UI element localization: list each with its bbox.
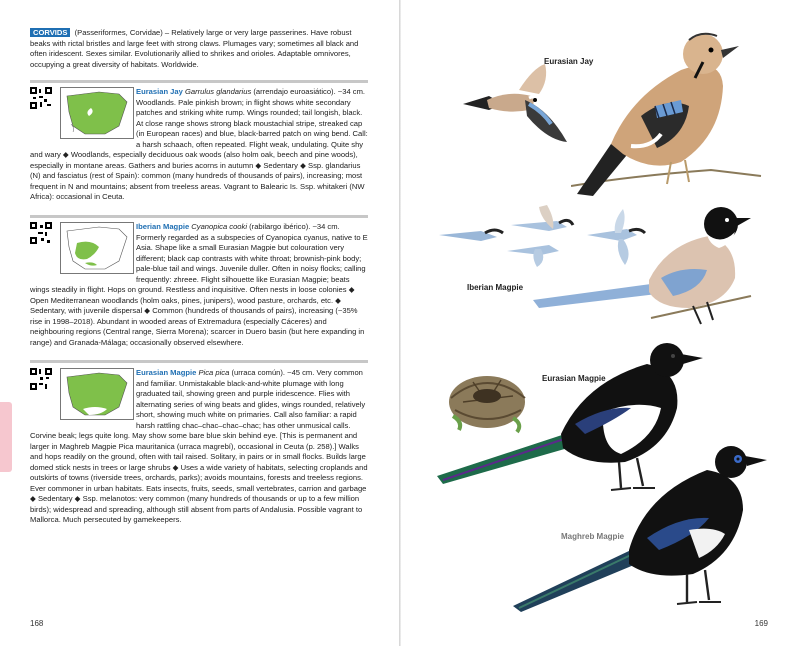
species-entry-eurasian-magpie (30, 368, 368, 526)
scientific-name: Cyanopica cooki (191, 222, 248, 231)
species-entry-iberian-magpie (30, 222, 368, 348)
species-entry-jay (30, 87, 368, 203)
species-body: (urraca común). ~45 cm. Very common and familiar. Unmistakable black-and-white plumage with long graduated tail, showing green and purple iridescence. Flies with alternating series of wing beats and glides, wings rounded, relatively short, showing much white on primaries. Call also familiar: a rapid harsh rattling chac–chac–chac–chac; has other unmusical calls. Corvine beak; legs quite long. May show some bare blue skin behind eye. [This is permanent and larger in Maghreb Magpie Pica mauritanica (urraca magrebí), occasional in Ceuta (p. 258).] Walks and hops readily on the ground, often with tail raised. Solitary, in pairs or in small flocks. Builds large domed stick nests in trees or large shrubs ◆ Uses a wide variety of habitats, selecting croplands and outskirts of towns (riverside trees, orchards, parks); avoids mountains, forests and treeless regions. Ever commoner in urban habitats. Eats insects, fruits, seeds, small vertebrates, carrion and garbage ◆ Sedentary ◆ Ssp. melanotos: very common (many hundreds of thousands or up to a few million birds); widespread and spreading, although still absent from parts of Andalusia. Possible vagrant to Mallorca. Much persecuted by gamekeepers. (30, 368, 368, 524)
divider (30, 360, 368, 363)
divider (30, 215, 368, 218)
species-body: (rabilargo ibérico). ~34 cm. Formerly regarded as a subspecies of Cyanopica cyanus, native to E Asia. Shape like a small Eurasian Magpie but colouration very different; black cap contrasts with white throat; brownish-pink body; pale-blue tail and wings. Juvenile duller. Often in noisy flocks; calling frequently: zhreee. Flight silhouette like Eurasian Magpie; beats wings steadily in flight. Hops on ground. Restless and inquisitive. Often nests in loose colonies ◆ Open Mediterranean woodlands (holm oaks, pines, junipers), wood pasture, orchards, etc. ◆ Sedentary, with juvenile dispersal ◆ Common (hundreds of thousands of pairs), increasing (~35% rise in 1998–2018). Abundant in wooded areas of Extremadura (especially Cáceres) and neighbouring regions (Central range, Sierra Morena); scarcer in Duero basin (but here expanding in range) and Granada-Málaga; occasionally observed elsewhere. (30, 222, 368, 347)
species-name: Eurasian Jay (136, 87, 183, 96)
family-intro-text: (Passeriformes, Corvidae) – Relatively large or very large passerines. Have robust beaks with rictal bristles and large feet with strong claws. Plumages vary; sometimes all black and often iridescent. Sexes similar. Evolutionarily allied to shrikes and orioles. Adaptable omnivores, occupying a great diversity of habitats. Worldwide. (30, 28, 359, 69)
range-map-eurasian-magpie (60, 368, 134, 420)
scientific-name: Pica pica (198, 368, 230, 377)
range-map-jay (60, 87, 134, 139)
qr-code-icon[interactable] (30, 368, 52, 390)
jay-perched-illustration (571, 26, 771, 201)
scientific-name: Garrulus glandarius (184, 87, 252, 96)
qr-code-icon[interactable] (30, 87, 52, 109)
divider (30, 80, 368, 83)
plate-label-jay: Eurasian Jay (544, 57, 594, 66)
page-number-left: 168 (30, 619, 44, 628)
family-intro (30, 28, 368, 70)
family-label: CORVIDS (30, 28, 70, 37)
iberian-magpie-perched-illustration (531, 200, 776, 330)
right-page (401, 0, 800, 646)
species-body: (arrendajo euroasiático). ~34 cm. Woodlands. Pale pinkish brown; in flight shows white secondary patches and striking white rump. Wings rounded; tail longish, black. At close range shows strong black moustachial stripe, streaked cap (in European races) and blue, black-barred patch on wing bend. Call: a harsh schaach, often repeated. Flight weak, undulating. Quite shy and wary ◆ Woodlands, especially deciduous oak woods (also holm oak, beech and pine woods), especially in montane areas. Gathers and buries acorns in autumn ◆ Sedentary ◆ Ssp. glandarius (N) and fasciatus (rest of Spain): common (many hundreds of thousands of pairs), increasing; most frequent in N and mountains; absent from treeless areas. Vagrant to Balearic Is. Ssp. whitakeri (NW Africa): occasional in Ceuta. (30, 87, 368, 201)
species-name: Eurasian Magpie (136, 368, 197, 377)
left-page (0, 0, 399, 646)
page-number-right: 169 (754, 619, 768, 628)
thumb-tab (0, 402, 12, 472)
jay-flight-illustration (459, 60, 574, 150)
plate-label-iberian-magpie: Iberian Magpie (467, 283, 524, 292)
plate-label-maghreb-magpie: Maghreb Magpie (561, 532, 625, 541)
maghreb-magpie-illustration (511, 440, 776, 615)
species-name: Iberian Magpie (136, 222, 190, 231)
qr-code-icon[interactable] (30, 222, 52, 244)
range-map-iberian-magpie (60, 222, 134, 274)
plate-label-eurasian-magpie: Eurasian Magpie (542, 374, 606, 383)
